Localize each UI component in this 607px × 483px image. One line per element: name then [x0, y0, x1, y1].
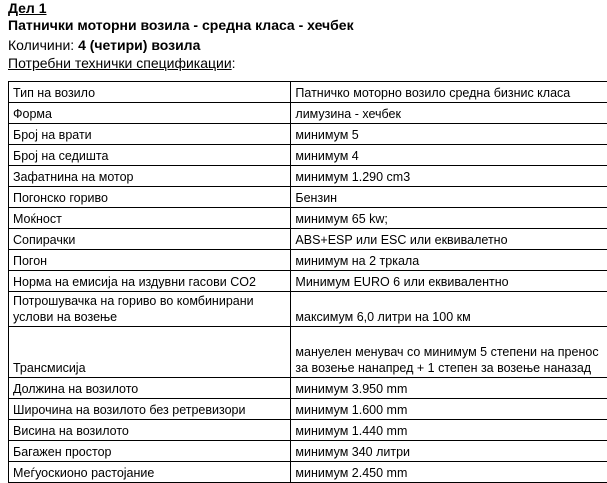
spec-table	[8, 81, 607, 483]
table-row	[9, 292, 607, 327]
specs-intro	[8, 55, 607, 72]
table-row	[9, 208, 607, 229]
table-row	[9, 271, 607, 292]
table-row	[9, 166, 607, 187]
spec-label: Моќност	[9, 208, 291, 229]
lot-title: Патнички моторни возила - средна класа - хечбек	[8, 17, 607, 34]
spec-label: Широчина на возилото без ретревизори	[9, 399, 291, 420]
spec-label: Погон	[9, 250, 291, 271]
spec-value: минимум 340 литри	[291, 441, 607, 462]
table-row	[9, 441, 607, 462]
spec-value: максимум 6,0 литри на 100 км	[291, 292, 607, 327]
spec-value: Бензин	[291, 187, 607, 208]
table-row	[9, 399, 607, 420]
table-row	[9, 145, 607, 166]
spec-value: лимузина - хечбек	[291, 103, 607, 124]
quantity-line	[8, 37, 607, 54]
spec-value: минимум на 2 тркала	[291, 250, 607, 271]
spec-label: Висина на возилото	[9, 420, 291, 441]
spec-label: Сопирачки	[9, 229, 291, 250]
spec-value: минимум 4	[291, 145, 607, 166]
spec-value: ABS+ESP или ESC или еквивалетно	[291, 229, 607, 250]
spec-value: мануелен менувач со минимум 5 степени на пренос за возење нанапред + 1 степен за возење наназад	[291, 327, 607, 378]
table-row	[9, 420, 607, 441]
spec-label: Потрошувачка на гориво во комбинирани услови на возење	[9, 292, 291, 327]
table-row	[9, 124, 607, 145]
table-row	[9, 82, 607, 103]
specs-intro-text: Потребни технички спецификации	[8, 55, 232, 71]
spec-label: Број на седишта	[9, 145, 291, 166]
table-row	[9, 462, 607, 483]
spec-value: минимум 1.440 mm	[291, 420, 607, 441]
spec-value: минимум 3.950 mm	[291, 378, 607, 399]
table-row	[9, 327, 607, 378]
table-row	[9, 103, 607, 124]
quantity-label: Количини:	[8, 37, 78, 53]
spec-label: Тип на возило	[9, 82, 291, 103]
spec-value: Патничко моторно возило средна бизнис класа	[291, 82, 607, 103]
lot-heading: Дел 1	[8, 0, 607, 17]
spec-label: Број на врати	[9, 124, 291, 145]
spec-value: минимум 2.450 mm	[291, 462, 607, 483]
table-row	[9, 250, 607, 271]
spec-label: Багажен простор	[9, 441, 291, 462]
spec-value: минимум 5	[291, 124, 607, 145]
document-page	[8, 0, 607, 72]
table-row	[9, 229, 607, 250]
spec-label: Норма на емисија на издувни гасови CO2	[9, 271, 291, 292]
spec-value: минимум 65 kw;	[291, 208, 607, 229]
spec-label: Меѓуоскионо растојание	[9, 462, 291, 483]
spec-label: Зафатнина на мотор	[9, 166, 291, 187]
spec-label: Трансмисија	[9, 327, 291, 378]
spec-label: Должина на возилото	[9, 378, 291, 399]
spec-value: минимум 1.600 mm	[291, 399, 607, 420]
spec-label: Погонско гориво	[9, 187, 291, 208]
table-row	[9, 187, 607, 208]
quantity-value: 4 (четири) возила	[78, 37, 200, 53]
spec-value: минимум 1.290 cm3	[291, 166, 607, 187]
spec-value: Минимум EURO 6 или еквивалентно	[291, 271, 607, 292]
table-row	[9, 378, 607, 399]
spec-label: Форма	[9, 103, 291, 124]
specs-intro-suffix: :	[232, 55, 236, 71]
